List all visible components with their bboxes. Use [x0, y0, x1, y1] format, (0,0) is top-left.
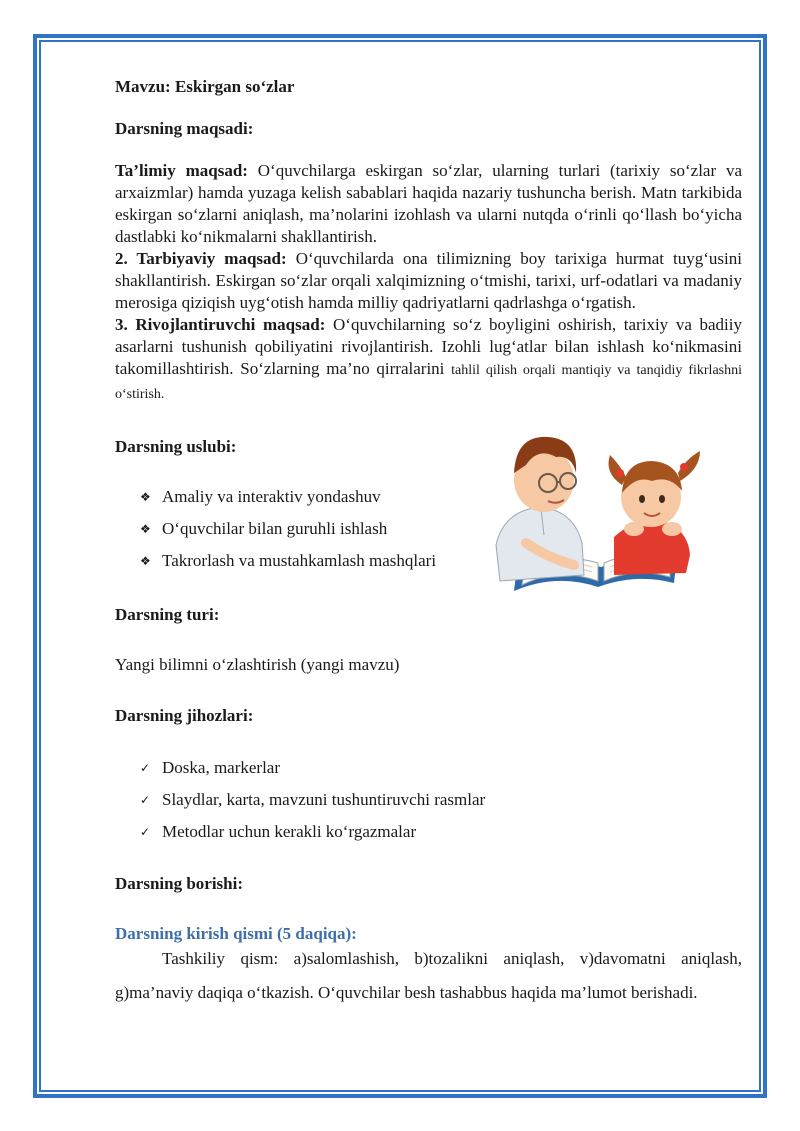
- aim-2-label: 2. Tarbiyaviy maqsad:: [115, 249, 287, 268]
- children-reading-book-illustration: [486, 425, 716, 600]
- aims-heading: Darsning maqsadi:: [115, 119, 254, 138]
- intro-text: Tashkiliy qism: a)salomlashish, b)tozalikni aniqlash, v)davomatni aniqlash, g)ma’naviy daqiqa o‘tkazish. O‘quvchilar besh tashabbus haqida ma’lumot berishadi.: [115, 949, 742, 1002]
- diamond-bullet-icon: ❖: [140, 522, 151, 536]
- topic-title: Mavzu: Eskirgan so‘zlar: [115, 77, 295, 96]
- type-heading: Darsning turi:: [115, 605, 220, 624]
- equipment-heading: Darsning jihozlari:: [115, 706, 254, 725]
- list-item: ✓ Slaydlar, karta, mavzuni tushuntiruvchi rasmlar: [140, 790, 486, 809]
- intro-heading: Darsning kirish qismi (5 daqiqa):: [115, 924, 357, 943]
- aim-3: [115, 314, 742, 406]
- aim-3-text: O‘quvchilarning so‘z boyligini oshirish, tarixiy va badiiy asarlarni tushunish qobiliyatini rivojlantirish. Izohli lug‘atlar bilan ishlash ko‘nikmasini takomillashtirish. So‘zlarning ma’no qirralarini: [115, 315, 743, 378]
- aim-3-small-text: tahlil qilish orqali mantiqiy va tanqidiy fikrlashni o‘stirish.: [115, 363, 742, 402]
- diamond-bullet-icon: ❖: [140, 554, 151, 568]
- method-heading: Darsning uslubi:: [115, 437, 237, 456]
- list-item: ❖ Takrorlash va mustahkamlash mashqlari: [140, 551, 437, 570]
- checkmark-icon: ✓: [140, 825, 151, 839]
- list-item: ❖ O‘quvchilar bilan guruhli ishlash: [140, 519, 388, 538]
- list-item: ✓ Doska, markerlar: [140, 758, 281, 777]
- aim-1-text: O‘quvchilarga eskirgan so‘zlar, ularning turlari (tarixiy so‘zlar va arxaizmlar) hamda yuzaga kelish sabablari haqida nazariy tushuncha berish. Matn tarkibida eskirgan so‘zlarni aniqlash, ma’nolarini izohlash va ularni nutqda o‘rinli qo‘llash bo‘yicha dastlabki ko‘nikmalarni shakllantirish.: [115, 161, 742, 246]
- diamond-bullet-icon: ❖: [140, 490, 151, 504]
- aim-2: [115, 248, 742, 314]
- checkmark-icon: ✓: [140, 761, 151, 775]
- equipment-list: [115, 757, 742, 853]
- checkmark-icon: ✓: [140, 793, 151, 807]
- list-item: ❖ Amaliy va interaktiv yondashuv: [140, 487, 381, 506]
- aim-1-label: Ta’limiy maqsad:: [115, 161, 248, 180]
- aim-1: [115, 160, 742, 248]
- process-heading: Darsning borishi:: [115, 874, 243, 893]
- aims-paragraphs: [115, 160, 742, 406]
- list-item: ✓ Metodlar uchun kerakli ko‘rgazmalar: [140, 822, 417, 841]
- aim-2-text: O‘quvchilarda ona tilimizning boy tarixiga hurmat tuyg‘usini shakllantirish. Eskirgan so‘zlar orqali xalqimizning o‘tmishi, tarixi, urf-odatlari va madaniy merosiga qiziqish uyg‘otish hamda milliy qadriyatlarni qadrlashga o‘rgatish.: [115, 249, 742, 312]
- type-text: Yangi bilimni o‘zlashtirish (yangi mavzu): [115, 655, 400, 674]
- aim-3-label: 3. Rivojlantiruvchi maqsad:: [115, 315, 326, 334]
